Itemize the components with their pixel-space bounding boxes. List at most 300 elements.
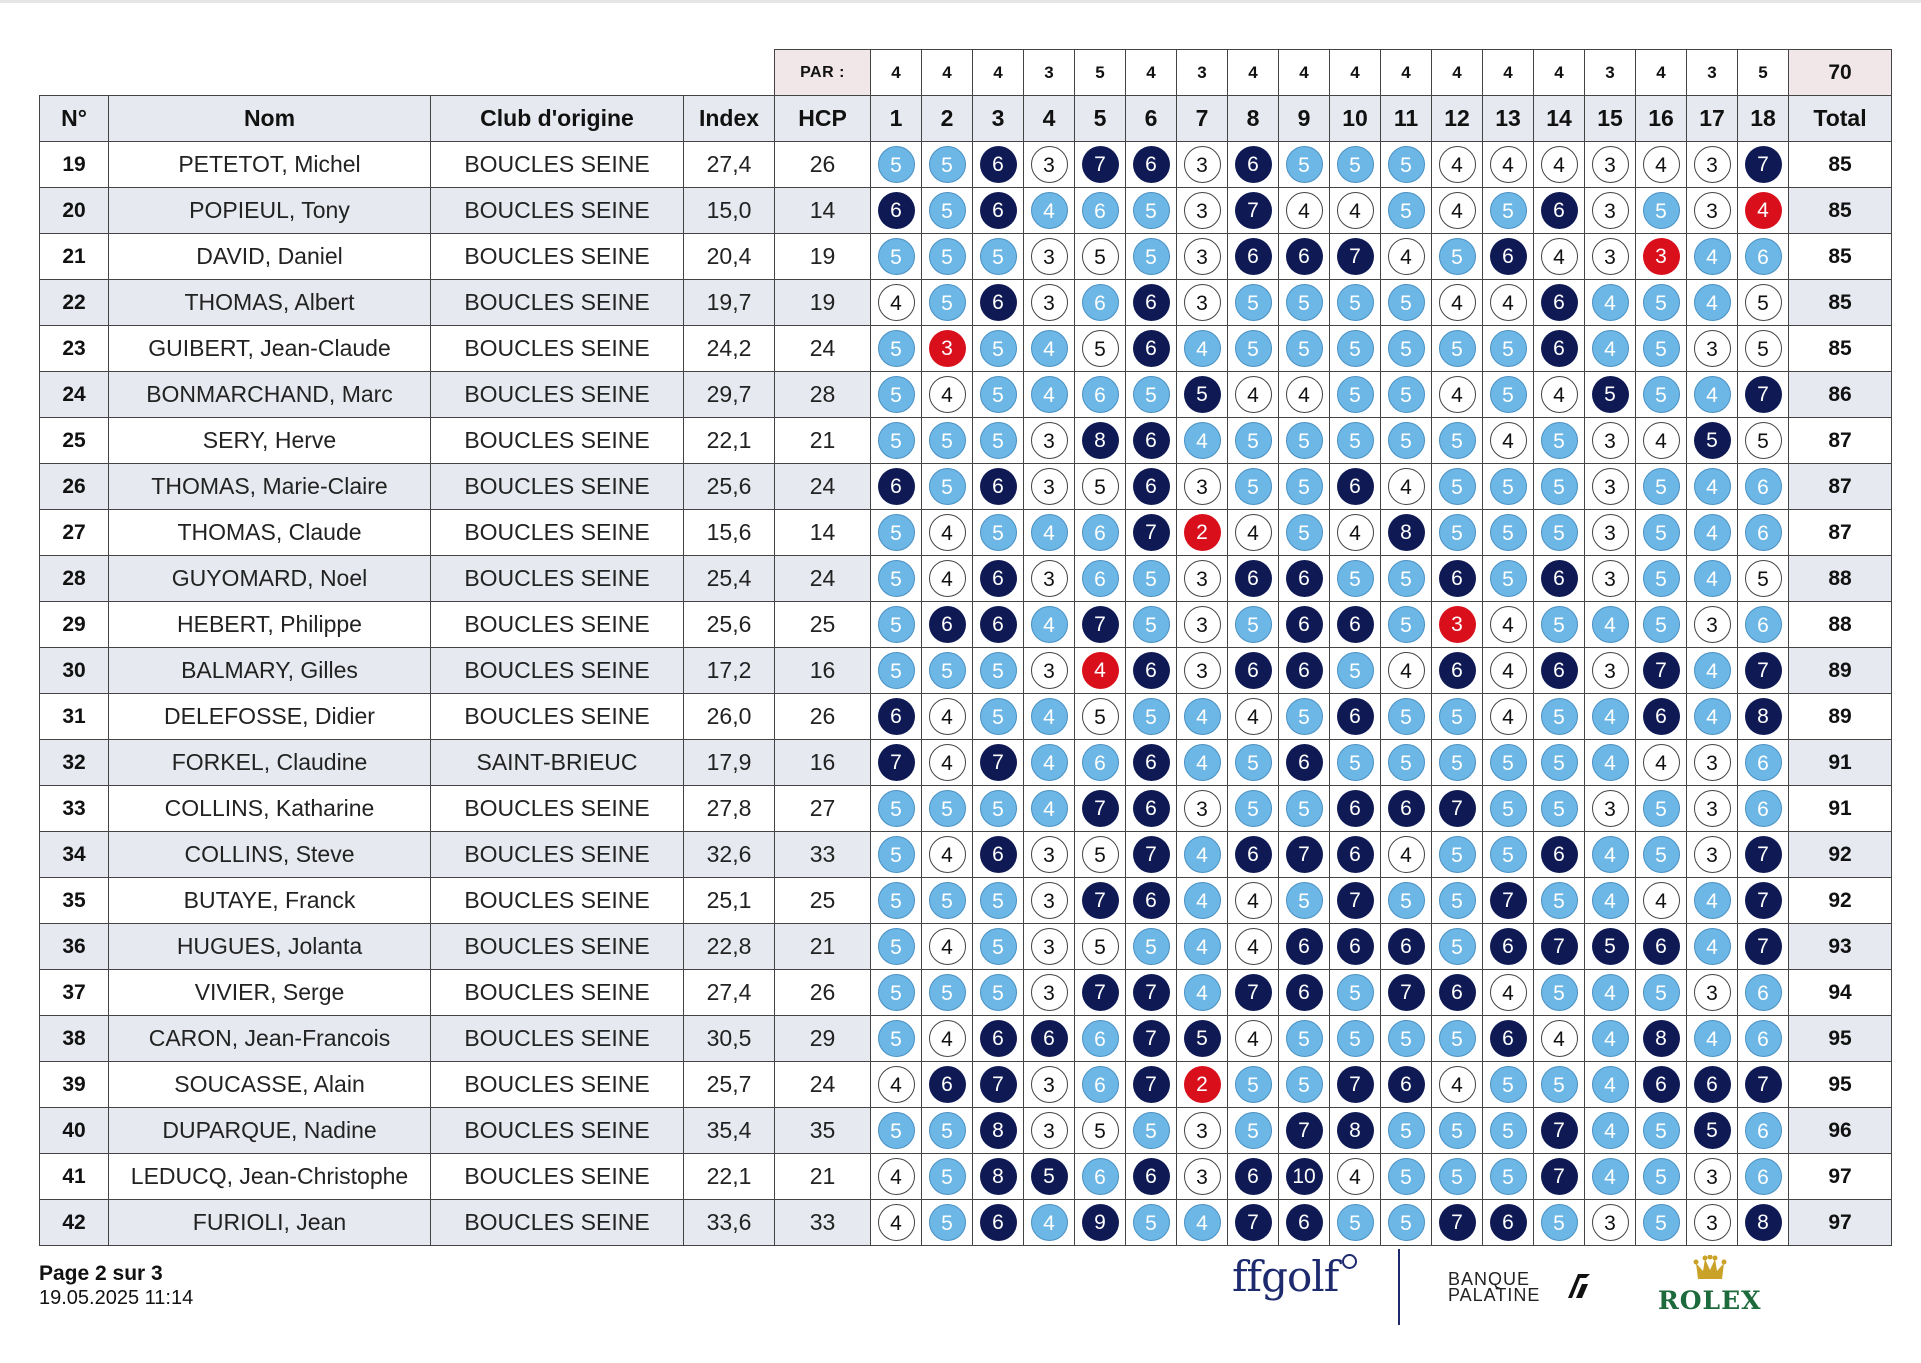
par-value: 3 <box>1177 50 1228 96</box>
header-hole: 11 <box>1381 96 1432 142</box>
par-row <box>40 50 1892 96</box>
banque-palatine-line2: PALATINE <box>1448 1285 1541 1305</box>
par-value: 4 <box>1636 50 1687 96</box>
hole-score-cell <box>1738 924 1789 970</box>
score-ball-bogey: 5 <box>1133 192 1170 229</box>
score-ball-par: 3 <box>1694 790 1731 827</box>
header-hole: 8 <box>1228 96 1279 142</box>
hole-score-cell <box>973 694 1024 740</box>
score-ball-bogey: 4 <box>1592 1112 1629 1149</box>
player-index: 25,6 <box>684 602 775 648</box>
player-number: 42 <box>40 1200 109 1246</box>
score-ball-bogey: 5 <box>1337 1204 1374 1241</box>
score-ball-par: 3 <box>1184 1112 1221 1149</box>
header-hole: 13 <box>1483 96 1534 142</box>
player-hcp: 25 <box>775 602 871 648</box>
hole-score-cell <box>1177 280 1228 326</box>
player-row <box>40 740 1892 786</box>
hole-score-cell <box>1381 418 1432 464</box>
score-ball-double: 6 <box>1133 422 1170 459</box>
score-ball-bogey: 5 <box>929 1112 966 1149</box>
hole-score-cell <box>1738 602 1789 648</box>
hole-score-cell <box>1636 1108 1687 1154</box>
hole-score-cell <box>973 602 1024 648</box>
hole-score-cell <box>1534 1062 1585 1108</box>
score-ball-bogey: 4 <box>1031 698 1068 735</box>
score-ball-par: 4 <box>1388 238 1425 275</box>
hole-score-cell <box>1075 1154 1126 1200</box>
score-ball-double: 6 <box>1490 1204 1527 1241</box>
hole-score-cell <box>871 786 922 832</box>
player-total: 85 <box>1789 142 1892 188</box>
hole-score-cell <box>1687 740 1738 786</box>
score-ball-bogey: 5 <box>1337 974 1374 1011</box>
hole-score-cell <box>1330 694 1381 740</box>
player-index: 22,1 <box>684 418 775 464</box>
score-ball-bogey: 5 <box>1388 606 1425 643</box>
score-ball-bogey: 5 <box>1439 1020 1476 1057</box>
score-ball-bogey: 5 <box>1388 330 1425 367</box>
score-ball-double: 6 <box>1235 146 1272 183</box>
score-ball-bogey: 5 <box>1286 330 1323 367</box>
score-ball-double: 7 <box>1235 192 1272 229</box>
hole-score-cell <box>1279 1062 1330 1108</box>
hole-score-cell <box>1738 970 1789 1016</box>
score-ball-bogey: 5 <box>929 146 966 183</box>
player-name: THOMAS, Albert <box>109 280 431 326</box>
hole-score-cell <box>1177 556 1228 602</box>
score-ball-double: 7 <box>1235 974 1272 1011</box>
hole-score-cell <box>1279 372 1330 418</box>
header-hole: 7 <box>1177 96 1228 142</box>
score-ball-double: 7 <box>1745 1066 1782 1103</box>
player-row <box>40 878 1892 924</box>
score-ball-par: 5 <box>1745 284 1782 321</box>
player-row <box>40 510 1892 556</box>
score-ball-bogey: 4 <box>1184 422 1221 459</box>
score-ball-par: 4 <box>1490 974 1527 1011</box>
hole-score-cell <box>1483 142 1534 188</box>
score-ball-double: 6 <box>1694 1066 1731 1103</box>
score-ball-par: 4 <box>1235 514 1272 551</box>
player-total: 94 <box>1789 970 1892 1016</box>
hole-score-cell <box>1585 188 1636 234</box>
hole-score-cell <box>1738 418 1789 464</box>
score-ball-bogey: 5 <box>1541 606 1578 643</box>
hole-score-cell <box>1483 1154 1534 1200</box>
score-ball-par: 5 <box>1082 238 1119 275</box>
score-ball-par: 4 <box>929 836 966 873</box>
hole-score-cell <box>1279 786 1330 832</box>
score-ball-bogey: 5 <box>1337 330 1374 367</box>
score-ball-par: 4 <box>1541 146 1578 183</box>
player-total: 92 <box>1789 878 1892 924</box>
player-hcp: 21 <box>775 418 871 464</box>
hole-score-cell <box>1075 280 1126 326</box>
sponsor-divider <box>1398 1249 1400 1325</box>
hole-score-cell <box>1432 1108 1483 1154</box>
score-ball-par: 3 <box>1694 836 1731 873</box>
hole-score-cell <box>1075 602 1126 648</box>
score-ball-par: 4 <box>1643 744 1680 781</box>
player-number: 34 <box>40 832 109 878</box>
hole-score-cell <box>973 556 1024 602</box>
score-ball-par: 5 <box>1082 468 1119 505</box>
hole-score-cell <box>1534 234 1585 280</box>
hole-score-cell <box>1279 1154 1330 1200</box>
header-hole: 16 <box>1636 96 1687 142</box>
hole-score-cell <box>1024 740 1075 786</box>
header-hole: 3 <box>973 96 1024 142</box>
hole-score-cell <box>922 1200 973 1246</box>
hole-score-cell <box>1126 372 1177 418</box>
hole-score-cell <box>973 372 1024 418</box>
hole-score-cell <box>1228 1154 1279 1200</box>
hole-score-cell <box>1636 1154 1687 1200</box>
hole-score-cell <box>1381 1154 1432 1200</box>
player-number: 37 <box>40 970 109 1016</box>
score-ball-bogey: 4 <box>1592 882 1629 919</box>
player-name: COLLINS, Katharine <box>109 786 431 832</box>
score-ball-bogey: 4 <box>1592 606 1629 643</box>
score-ball-par: 4 <box>929 376 966 413</box>
hole-score-cell <box>871 694 922 740</box>
score-ball-par: 4 <box>1286 376 1323 413</box>
score-ball-bogey: 6 <box>1082 376 1119 413</box>
player-hcp: 27 <box>775 786 871 832</box>
score-ball-double: 6 <box>980 468 1017 505</box>
score-ball-bogey: 5 <box>1388 1158 1425 1195</box>
score-ball-bogey: 5 <box>1388 192 1425 229</box>
hole-score-cell <box>1177 924 1228 970</box>
par-value: 4 <box>1432 50 1483 96</box>
hole-score-cell <box>1228 280 1279 326</box>
player-hcp: 26 <box>775 142 871 188</box>
hole-score-cell <box>1075 1062 1126 1108</box>
score-ball-double: 7 <box>1337 882 1374 919</box>
hole-score-cell <box>1075 188 1126 234</box>
hole-score-cell <box>1738 326 1789 372</box>
score-ball-bogey: 5 <box>1541 790 1578 827</box>
score-ball-bogey: 5 <box>1439 882 1476 919</box>
hole-score-cell <box>1432 234 1483 280</box>
score-ball-bogey: 4 <box>1031 514 1068 551</box>
score-ball-bogey: 6 <box>1745 790 1782 827</box>
hole-score-cell <box>1585 1016 1636 1062</box>
score-ball-bogey: 4 <box>1694 238 1731 275</box>
hole-score-cell <box>1279 1016 1330 1062</box>
hole-score-cell <box>1228 418 1279 464</box>
par-value: 4 <box>1279 50 1330 96</box>
hole-score-cell <box>1024 326 1075 372</box>
hole-score-cell <box>1738 1016 1789 1062</box>
hole-score-cell <box>1432 878 1483 924</box>
hole-score-cell <box>1432 326 1483 372</box>
score-ball-bogey: 5 <box>1388 1020 1425 1057</box>
player-hcp: 21 <box>775 924 871 970</box>
hole-score-cell <box>1075 556 1126 602</box>
score-ball-bogey: 6 <box>1082 192 1119 229</box>
score-ball-double: 6 <box>1031 1020 1068 1057</box>
player-total: 97 <box>1789 1200 1892 1246</box>
hole-score-cell <box>973 280 1024 326</box>
hole-score-cell <box>1738 1154 1789 1200</box>
player-name: LEDUCQ, Jean-Christophe <box>109 1154 431 1200</box>
hole-score-cell <box>1381 648 1432 694</box>
hole-score-cell <box>1177 188 1228 234</box>
score-ball-bogey: 5 <box>1490 376 1527 413</box>
par-value: 4 <box>922 50 973 96</box>
player-number: 24 <box>40 372 109 418</box>
score-ball-double: 7 <box>1133 1066 1170 1103</box>
hole-score-cell <box>1075 1108 1126 1154</box>
score-ball-bogey: 4 <box>1031 790 1068 827</box>
player-hcp: 25 <box>775 878 871 924</box>
score-ball-bogey: 4 <box>1592 1020 1629 1057</box>
hole-score-cell <box>1432 832 1483 878</box>
player-club: BOUCLES SEINE <box>431 280 684 326</box>
score-ball-par: 4 <box>929 744 966 781</box>
hole-score-cell <box>1228 694 1279 740</box>
hole-score-cell <box>1177 234 1228 280</box>
hole-score-cell <box>1687 280 1738 326</box>
hole-score-cell <box>1483 280 1534 326</box>
score-ball-bogey: 6 <box>1745 974 1782 1011</box>
player-name: GUYOMARD, Noel <box>109 556 431 602</box>
score-ball-bogey: 5 <box>1337 1020 1374 1057</box>
score-ball-par: 5 <box>1082 836 1119 873</box>
score-ball-par: 3 <box>1184 790 1221 827</box>
score-ball-bogey: 5 <box>1643 468 1680 505</box>
score-ball-bogey: 5 <box>1490 790 1527 827</box>
score-ball-double: 6 <box>878 468 915 505</box>
score-ball-par: 4 <box>1388 836 1425 873</box>
hole-score-cell <box>1126 1200 1177 1246</box>
par-value: 4 <box>1483 50 1534 96</box>
score-ball-bogey: 5 <box>1235 468 1272 505</box>
player-number: 32 <box>40 740 109 786</box>
score-ball-double: 6 <box>1490 238 1527 275</box>
hole-score-cell <box>1177 418 1228 464</box>
score-ball-par: 3 <box>1694 744 1731 781</box>
score-ball-bogey: 5 <box>878 146 915 183</box>
score-ball-bogey: 6 <box>1082 1020 1119 1057</box>
hole-score-cell <box>922 924 973 970</box>
hole-score-cell <box>1585 234 1636 280</box>
player-club: BOUCLES SEINE <box>431 1016 684 1062</box>
hole-score-cell <box>871 464 922 510</box>
score-ball-double: 6 <box>1133 790 1170 827</box>
hole-score-cell <box>871 832 922 878</box>
player-index: 24,2 <box>684 326 775 372</box>
score-ball-bogey: 5 <box>878 836 915 873</box>
player-total: 93 <box>1789 924 1892 970</box>
hole-score-cell <box>1534 556 1585 602</box>
score-ball-double: 7 <box>1745 928 1782 965</box>
hole-score-cell <box>1228 970 1279 1016</box>
score-ball-bogey: 5 <box>878 790 915 827</box>
score-ball-par: 3 <box>1592 560 1629 597</box>
hole-score-cell <box>1534 740 1585 786</box>
score-ball-double: 7 <box>1541 1112 1578 1149</box>
hole-score-cell <box>922 556 973 602</box>
hole-score-cell <box>1585 556 1636 602</box>
score-ball-bogey: 5 <box>878 238 915 275</box>
player-club: BOUCLES SEINE <box>431 142 684 188</box>
hole-score-cell <box>1228 326 1279 372</box>
hole-score-cell <box>922 602 973 648</box>
score-ball-par: 4 <box>929 698 966 735</box>
player-hcp: 16 <box>775 740 871 786</box>
par-row-spacer <box>431 50 684 96</box>
hole-score-cell <box>1432 418 1483 464</box>
score-ball-double: 6 <box>1490 928 1527 965</box>
hole-score-cell <box>1330 602 1381 648</box>
score-ball-bogey: 4 <box>1031 744 1068 781</box>
par-value: 4 <box>1381 50 1432 96</box>
player-index: 32,6 <box>684 832 775 878</box>
score-ball-double: 5 <box>1694 1112 1731 1149</box>
hole-score-cell <box>1228 924 1279 970</box>
hole-score-cell <box>1534 188 1585 234</box>
score-ball-par: 4 <box>1490 422 1527 459</box>
hole-score-cell <box>1177 1016 1228 1062</box>
hole-score-cell <box>1330 372 1381 418</box>
player-row <box>40 188 1892 234</box>
hole-score-cell <box>973 326 1024 372</box>
player-club: BOUCLES SEINE <box>431 878 684 924</box>
hole-score-cell <box>922 832 973 878</box>
score-ball-par: 5 <box>1082 1112 1119 1149</box>
score-ball-birdie: 2 <box>1184 1066 1221 1103</box>
score-ball-bogey: 5 <box>1286 146 1323 183</box>
player-name: DUPARQUE, Nadine <box>109 1108 431 1154</box>
score-ball-bogey: 5 <box>878 422 915 459</box>
hole-score-cell <box>1585 924 1636 970</box>
score-ball-bogey: 6 <box>1745 744 1782 781</box>
hole-score-cell <box>871 372 922 418</box>
hole-score-cell <box>922 740 973 786</box>
player-total: 91 <box>1789 786 1892 832</box>
hole-score-cell <box>1636 464 1687 510</box>
score-ball-double: 6 <box>1286 606 1323 643</box>
score-ball-double: 7 <box>1745 652 1782 689</box>
score-ball-double: 6 <box>1133 744 1170 781</box>
banque-palatine-line1: BANQUE <box>1448 1269 1531 1289</box>
hole-score-cell <box>1585 1108 1636 1154</box>
hole-score-cell <box>1228 510 1279 556</box>
score-ball-bogey: 4 <box>1031 1204 1068 1241</box>
hole-score-cell <box>973 188 1024 234</box>
score-ball-bogey: 5 <box>1541 468 1578 505</box>
score-ball-par: 4 <box>1541 376 1578 413</box>
score-ball-par: 3 <box>1031 422 1068 459</box>
score-ball-par: 3 <box>1184 652 1221 689</box>
hole-score-cell <box>1432 786 1483 832</box>
score-ball-bogey: 5 <box>1541 974 1578 1011</box>
hole-score-cell <box>1381 372 1432 418</box>
hole-score-cell <box>1687 234 1738 280</box>
hole-score-cell <box>871 188 922 234</box>
score-ball-bogey: 4 <box>1184 974 1221 1011</box>
player-hcp: 14 <box>775 188 871 234</box>
player-total: 95 <box>1789 1016 1892 1062</box>
score-ball-par: 3 <box>1592 468 1629 505</box>
header-hole: 5 <box>1075 96 1126 142</box>
hole-score-cell <box>871 142 922 188</box>
score-ball-bogey: 5 <box>929 468 966 505</box>
score-ball-double: 8 <box>980 1158 1017 1195</box>
player-index: 29,7 <box>684 372 775 418</box>
hole-score-cell <box>1534 326 1585 372</box>
hole-score-cell <box>1228 1108 1279 1154</box>
score-ball-double: 8 <box>1082 422 1119 459</box>
score-ball-double: 6 <box>1133 284 1170 321</box>
score-ball-double: 7 <box>1745 376 1782 413</box>
player-club: BOUCLES SEINE <box>431 1200 684 1246</box>
player-hcp: 24 <box>775 556 871 602</box>
score-ball-double: 7 <box>1745 836 1782 873</box>
hole-score-cell <box>973 418 1024 464</box>
header-hcp: HCP <box>775 96 871 142</box>
hole-score-cell <box>1534 924 1585 970</box>
score-ball-bogey: 5 <box>1490 560 1527 597</box>
hole-score-cell <box>1024 1108 1075 1154</box>
score-ball-double: 6 <box>1286 744 1323 781</box>
score-ball-double: 7 <box>1133 974 1170 1011</box>
hole-score-cell <box>1687 1062 1738 1108</box>
hole-score-cell <box>1636 740 1687 786</box>
score-ball-par: 4 <box>929 514 966 551</box>
hole-score-cell <box>1381 694 1432 740</box>
hole-score-cell <box>1279 1200 1330 1246</box>
hole-score-cell <box>1330 142 1381 188</box>
player-number: 36 <box>40 924 109 970</box>
player-name: POPIEUL, Tony <box>109 188 431 234</box>
score-ball-bogey: 5 <box>1439 928 1476 965</box>
score-ball-bogey: 5 <box>1388 744 1425 781</box>
hole-score-cell <box>1636 142 1687 188</box>
hole-score-cell <box>1024 1016 1075 1062</box>
score-ball-bogey: 4 <box>1592 284 1629 321</box>
hole-score-cell <box>973 234 1024 280</box>
hole-score-cell <box>1177 1062 1228 1108</box>
hole-score-cell <box>1687 878 1738 924</box>
hole-score-cell <box>1228 142 1279 188</box>
hole-score-cell <box>1738 142 1789 188</box>
header-total: Total <box>1789 96 1892 142</box>
score-ball-bogey: 5 <box>1337 284 1374 321</box>
player-index: 27,4 <box>684 142 775 188</box>
score-ball-par: 3 <box>1031 836 1068 873</box>
score-ball-bogey: 5 <box>1286 698 1323 735</box>
hole-score-cell <box>1279 878 1330 924</box>
score-ball-bogey: 4 <box>1694 1020 1731 1057</box>
score-ball-par: 4 <box>1235 376 1272 413</box>
score-ball-bogey: 4 <box>1694 928 1731 965</box>
hole-score-cell <box>1585 464 1636 510</box>
score-ball-bogey: 5 <box>1337 422 1374 459</box>
hole-score-cell <box>1432 970 1483 1016</box>
score-ball-birdie: 3 <box>1439 606 1476 643</box>
score-ball-par: 3 <box>1694 606 1731 643</box>
banque-palatine-logo <box>1448 1271 1540 1303</box>
score-ball-bogey: 4 <box>1184 836 1221 873</box>
hole-score-cell <box>871 280 922 326</box>
score-ball-par: 3 <box>1592 514 1629 551</box>
score-ball-double: 7 <box>1286 836 1323 873</box>
hole-score-cell <box>1279 556 1330 602</box>
